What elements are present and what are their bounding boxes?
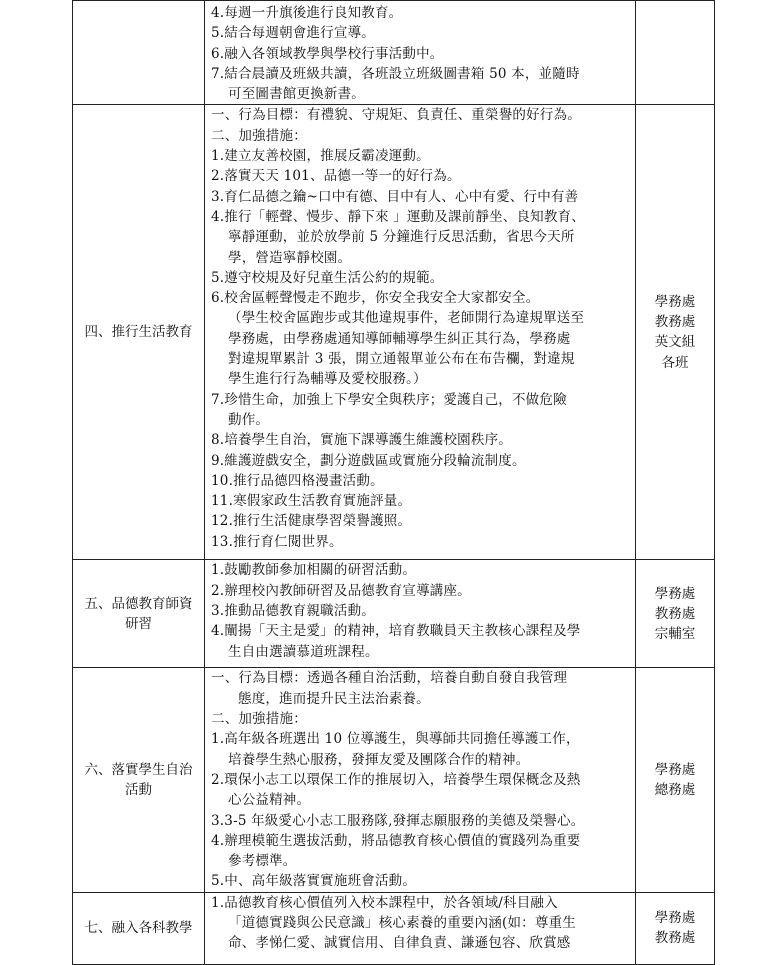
content-line: 「道德實踐與公民意識」核心素養的重要內涵(如：尊重生	[228, 915, 576, 932]
content-line: 心公益精神。	[228, 792, 311, 809]
content-line: 3.育仁品德之鑰~口中有德、目中有人、心中有愛、行中有善	[211, 188, 579, 205]
content-line: 13.推行育仁閱世界。	[211, 533, 343, 550]
content-line: 二、加強措施：	[211, 127, 307, 144]
content-cell	[205, 105, 636, 560]
content-line: 學生進行行為輔導及愛校服務。）	[228, 371, 427, 388]
item-title: 五、品德教育師資研習	[84, 595, 193, 632]
content-line: 二、加強措施：	[211, 711, 307, 728]
content-line: 一、行為目標：有禮貌、守規矩、負責任、重榮譽的好行為。	[211, 107, 581, 124]
content-line: 對違規單累計 3 張，開立通報單並公布在布告欄，對違規	[228, 351, 575, 368]
item-title: 七、融入各科教學	[84, 920, 193, 937]
content-line: 12.推行生活健康學習榮譽護照。	[211, 513, 412, 530]
content-line: 5.中、高年級落實實施班會活動。	[211, 873, 417, 890]
item-cell	[73, 105, 205, 560]
table-row	[73, 668, 715, 892]
content-line: 2.辦理校內教師研習及品德教育宣導講座。	[211, 582, 471, 599]
responsible-unit: 學務處	[654, 761, 696, 778]
content-line: 1.鼓勵教師參加相關的研習活動。	[211, 562, 417, 579]
responsible-unit: 宗輔室	[654, 626, 696, 643]
content-line: 6.融入各領域教學與學校行事活動中。	[211, 45, 444, 62]
responsible-units	[655, 584, 696, 645]
content-line: 學務處，由學務處通知導師輔導學生糾正其行為，學務處	[228, 330, 571, 347]
content-line: 態度，進而提升民主法治素養。	[238, 690, 430, 707]
responsible-unit: 學務處	[654, 293, 696, 310]
responsible-unit: 教務處	[654, 605, 696, 622]
content-line: 7.珍惜生命，加強上下學安全與秩序；愛護自己，不做危險	[211, 391, 567, 408]
table-row	[73, 105, 715, 560]
responsible-unit: 教務處	[654, 314, 696, 331]
responsible-unit: 教務處	[654, 930, 696, 947]
content-line: 1.高年級各班選出 10 位導護生，與導師共同擔任導護工作，	[211, 731, 580, 748]
content-line: 寧靜運動，並於放學前 5 分鐘進行反思活動，省思今天所	[228, 229, 575, 246]
content-line: 培養學生熱心服務，發揮友愛及團隊合作的精神。	[228, 751, 530, 768]
item-cell	[73, 560, 205, 668]
content-line: 1.建立友善校園，推展反霸凌運動。	[211, 148, 430, 165]
content-line: 4.每週一升旗後進行良知教育。	[211, 5, 403, 21]
item-cell	[73, 668, 205, 892]
content-line: 5.結合每週朝會進行宣導。	[211, 25, 375, 42]
content-line: 2.環保小志工以環保工作的推展切入，培養學生環保概念及熱	[211, 771, 581, 788]
content-line: 9.維護遊戲安全，劃分遊戲區或實施分段輪流制度。	[211, 452, 526, 469]
responsible-units	[655, 908, 696, 949]
content-cell	[205, 668, 636, 892]
responsible-unit: 英文組	[654, 334, 696, 351]
content-cell	[205, 1, 636, 105]
content-line: 6.校舍區輕聲慢走不跑步，你安全我安全大家都安全。	[211, 290, 540, 307]
content-line: （學生校舍區跑步或其他違規事件，老師開行為違規單送至	[228, 310, 585, 327]
plan-table	[72, 0, 715, 965]
content-line: 命、孝悌仁愛、誠實信用、自律負責、謙遜包容、欣賞感	[228, 935, 571, 952]
responsible-units	[655, 760, 696, 801]
item-cell	[73, 1, 205, 105]
table-row	[73, 892, 715, 964]
content-line: 生自由選讀慕道班課程。	[228, 643, 379, 660]
content-cell	[205, 560, 636, 668]
content-line: 動作。	[228, 411, 270, 428]
responsible-unit: 總務處	[654, 782, 696, 799]
content-line: 2.落實天天 101、品德一等一的好行為。	[211, 168, 461, 185]
unit-cell	[636, 668, 715, 892]
responsible-unit: 學務處	[654, 909, 696, 926]
content-line: 11.寒假家政生活教育實施評量。	[211, 493, 412, 510]
unit-cell	[636, 1, 715, 105]
content-line: 4.辦理模範生選拔活動，將品德教育核心價值的實踐列為重要	[211, 832, 581, 849]
content-line: 5.遵守校規及好兒童生活公約的規範。	[211, 269, 444, 286]
unit-cell	[636, 560, 715, 668]
content-line: 可至圖書館更換新書。	[228, 86, 365, 103]
table-row	[73, 560, 715, 668]
responsible-units	[655, 292, 696, 373]
content-cell	[205, 892, 636, 964]
content-line: 學，營造寧靜校園。	[228, 249, 352, 266]
responsible-unit: 各班	[661, 354, 689, 371]
item-title: 四、推行生活教育	[84, 324, 193, 341]
unit-cell	[636, 105, 715, 560]
content-line: 4.闡揚「天主是愛」的精神，培育教職員天主教核心課程及學	[211, 623, 581, 640]
item-title: 六、落實學生自治活動	[84, 761, 193, 799]
content-line: 參考標準。	[228, 853, 297, 870]
content-line: 一、行為目標：透過各種自治活動，培養自動自發自我管理	[211, 670, 568, 687]
content-line: 4.推行「輕聲、慢步、靜下來 」運動及課前靜坐、良知教育、	[211, 208, 585, 225]
content-line: 10.推行品德四格漫畫活動。	[211, 472, 384, 489]
content-line: 1.品德教育核心價值列入校本課程中，於各領域/科目融入	[211, 894, 558, 911]
content-line: 7.結合晨讀及班級共讀，各班設立班級圖書箱 50 本，並隨時	[211, 65, 580, 82]
unit-cell	[636, 892, 715, 964]
responsible-unit: 學務處	[654, 585, 696, 602]
table-row	[73, 1, 715, 105]
content-line: 8.培養學生自治，實施下課導護生維護校園秩序。	[211, 432, 512, 449]
content-line: 3.3-5 年級愛心小志工服務隊,發揮志願服務的美德及榮譽心。	[211, 812, 585, 829]
content-line: 3.推動品德教育親職活動。	[211, 603, 375, 620]
plan-table-body	[73, 1, 715, 965]
item-cell	[73, 892, 205, 964]
